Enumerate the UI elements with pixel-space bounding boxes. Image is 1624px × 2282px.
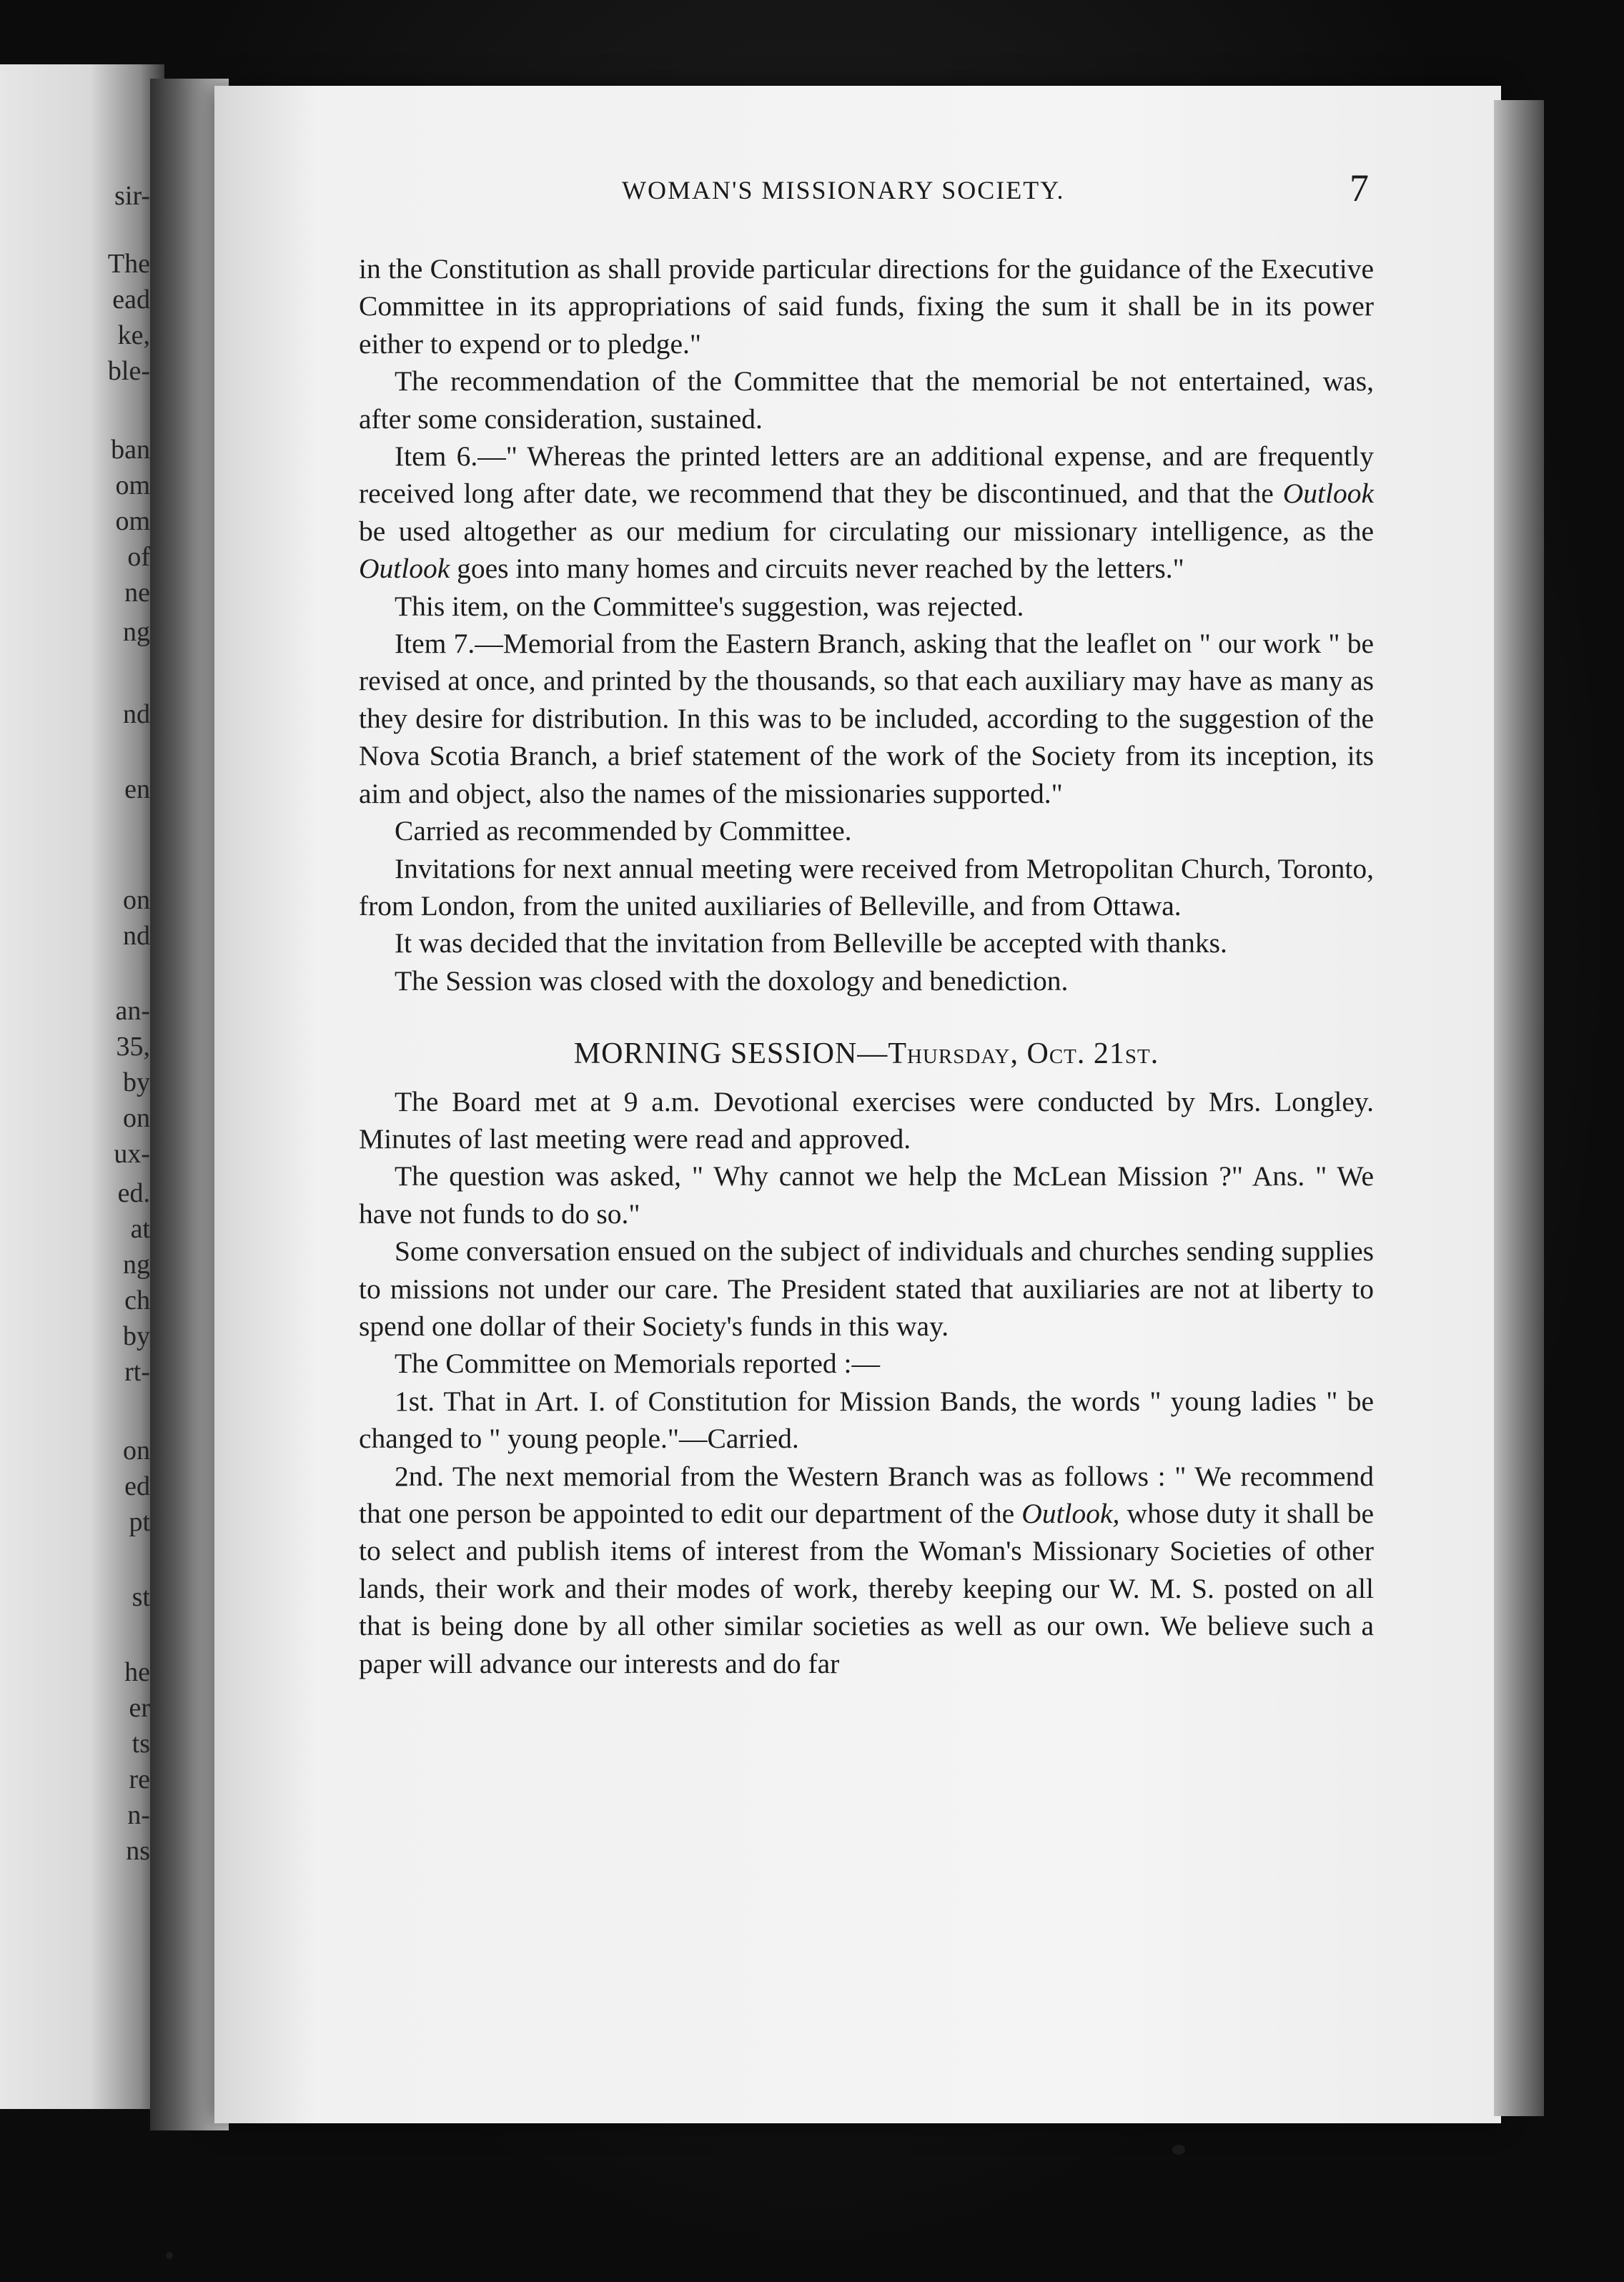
heading-date: Thursday, Oct. 21st. bbox=[888, 1037, 1159, 1071]
paragraph: 1st. That in Art. I. of Constitution for Mission Bands, the words " young ladies " be changed to " young people."—Carried. bbox=[359, 1385, 1374, 1455]
facing-page-fragment: ble- bbox=[107, 356, 150, 386]
text-run: goes into many homes and circuits never reached by the letters." bbox=[450, 553, 1184, 585]
facing-page-fragment: ed bbox=[124, 1471, 150, 1501]
paragraph-item-7: Item 7.—Memorial from the Eastern Branch, asking that the leaflet on " our work " be revised at once, and printed by the thousands, so that each auxiliary may have as many as they desire for distribution. In this was to be included, according to the suggestion of the Nova Scotia Branch, a brief statement of the work of the Society from its inception, its aim and object, also the names of the missionaries supported." bbox=[359, 628, 1374, 809]
facing-page-fragment: ts bbox=[132, 1729, 150, 1759]
facing-page-fragment: ban bbox=[111, 435, 150, 465]
heading-main: MORNING SESSION— bbox=[573, 1037, 888, 1071]
italic-title: Outlook, bbox=[1021, 1498, 1120, 1529]
facing-page-fragment: ead bbox=[112, 285, 150, 315]
paragraph: The Board met at 9 a.m. Devotional exercises were conducted by Mrs. Longley. Minutes of last meeting were read and approved. bbox=[359, 1085, 1374, 1155]
facing-page-fragment: he bbox=[124, 1657, 150, 1687]
dust-speck bbox=[166, 2252, 173, 2259]
paragraph: It was decided that the invitation from Belleville be accepted with thanks. bbox=[395, 927, 1227, 959]
facing-page-fragment: ke, bbox=[117, 320, 150, 350]
text-run: be used altogether as our medium for circulating our missionary intelligence, as the bbox=[359, 515, 1374, 547]
facing-page-fragment: ng bbox=[123, 617, 150, 647]
paragraph: in the Constitution as shall provide particular directions for the guidance of the Executive Committee in its appropriations of said funds, fixing the sum it shall be in its power either to expend or to pledge." bbox=[359, 253, 1374, 360]
facing-page-fragment: on bbox=[123, 885, 150, 915]
facing-page-fragment: The bbox=[107, 249, 150, 279]
facing-page-fragment: en bbox=[124, 774, 150, 804]
facing-page-fragment: of bbox=[127, 542, 150, 572]
section-heading bbox=[359, 1035, 1374, 1072]
paragraph: The Committee on Memorials reported :— bbox=[395, 1348, 881, 1380]
facing-page-fragment: rt- bbox=[124, 1357, 150, 1387]
page-stack-edge bbox=[1494, 100, 1544, 2116]
italic-title: Outlook bbox=[1282, 478, 1374, 510]
text-run: whose duty it shall be to select and publish items of interest from the Woman's Missionary Societies of other lands, their work and their modes of work, thereby keeping our W. M. S. posted on all that is being done by all other similar societies as well as our own. We believe such a paper will advance our interests and do far bbox=[359, 1498, 1374, 1679]
running-head: WOMAN'S MISSIONARY SOCIETY. bbox=[622, 176, 1065, 204]
facing-page-fragment: sir- bbox=[114, 181, 150, 211]
facing-page-fragment: an- bbox=[115, 996, 150, 1026]
facing-page-fragment: 35, bbox=[116, 1032, 150, 1062]
facing-page-fragment: ng bbox=[123, 1250, 150, 1280]
facing-page-fragment: om bbox=[115, 506, 150, 536]
facing-page-fragment: at bbox=[130, 1214, 150, 1244]
paragraph: The Session was closed with the doxology and benediction. bbox=[395, 964, 1069, 997]
facing-page-fragment: by bbox=[123, 1067, 150, 1097]
paragraph-memorial-2 bbox=[359, 1458, 1374, 1682]
page-number: 7 bbox=[1350, 167, 1369, 209]
facing-page-fragment: ed. bbox=[117, 1178, 150, 1208]
facing-page-fragment: nd bbox=[123, 921, 150, 951]
facing-page-fragment: on bbox=[123, 1103, 150, 1133]
page-body bbox=[359, 250, 1374, 1682]
paragraph: Invitations for next annual meeting were received from Metropolitan Church, Toronto, from London, from the united auxiliaries of Belleville, and from Ottawa. bbox=[359, 852, 1374, 922]
text-run: Item 6.—" Whereas the printed letters are an additional expense, and are frequently received long after date, we recommend that they be discontinued, and that the bbox=[359, 440, 1374, 510]
facing-page-fragment: st bbox=[132, 1582, 150, 1612]
paragraph: The recommendation of the Committee that the memorial be not entertained, was, after some consideration, sustained. bbox=[359, 365, 1374, 435]
italic-title: Outlook bbox=[359, 553, 450, 585]
paragraph: The question was asked, " Why cannot we help the McLean Mission ?" Ans. " We have not funds to do so." bbox=[359, 1160, 1374, 1230]
facing-page-fragment: on bbox=[123, 1436, 150, 1466]
paragraph: Some conversation ensued on the subject of individuals and churches sending supplies to missions not under our care. The President stated that auxiliaries are not at liberty to spend one dollar of their Society's funds in this way. bbox=[359, 1235, 1374, 1342]
facing-page-fragment: n- bbox=[127, 1800, 150, 1830]
facing-page-fragment: ns bbox=[126, 1836, 150, 1866]
facing-page-fragment: pt bbox=[129, 1507, 150, 1537]
dust-speck bbox=[1172, 2145, 1185, 2155]
paragraph-item-6 bbox=[359, 438, 1374, 588]
facing-page-fragment: ne bbox=[124, 578, 150, 608]
facing-page-edge bbox=[0, 64, 164, 2109]
facing-page-fragment: by bbox=[123, 1321, 150, 1351]
facing-page-fragment: re bbox=[129, 1764, 150, 1794]
text-run: 2nd. The next memorial from the Western Branch was as follows : " We recommend that one person be appointed to edit our department of the bbox=[359, 1460, 1374, 1529]
paragraph: This item, on the Committee's suggestion, was rejected. bbox=[395, 590, 1024, 622]
facing-page-fragment: er bbox=[129, 1693, 150, 1723]
facing-page-fragment: om bbox=[115, 470, 150, 500]
facing-page-fragment: ch bbox=[124, 1285, 150, 1315]
paragraph: Carried as recommended by Committee. bbox=[395, 815, 852, 847]
facing-page-fragment: nd bbox=[123, 699, 150, 729]
facing-page-fragment: ux- bbox=[114, 1139, 150, 1169]
